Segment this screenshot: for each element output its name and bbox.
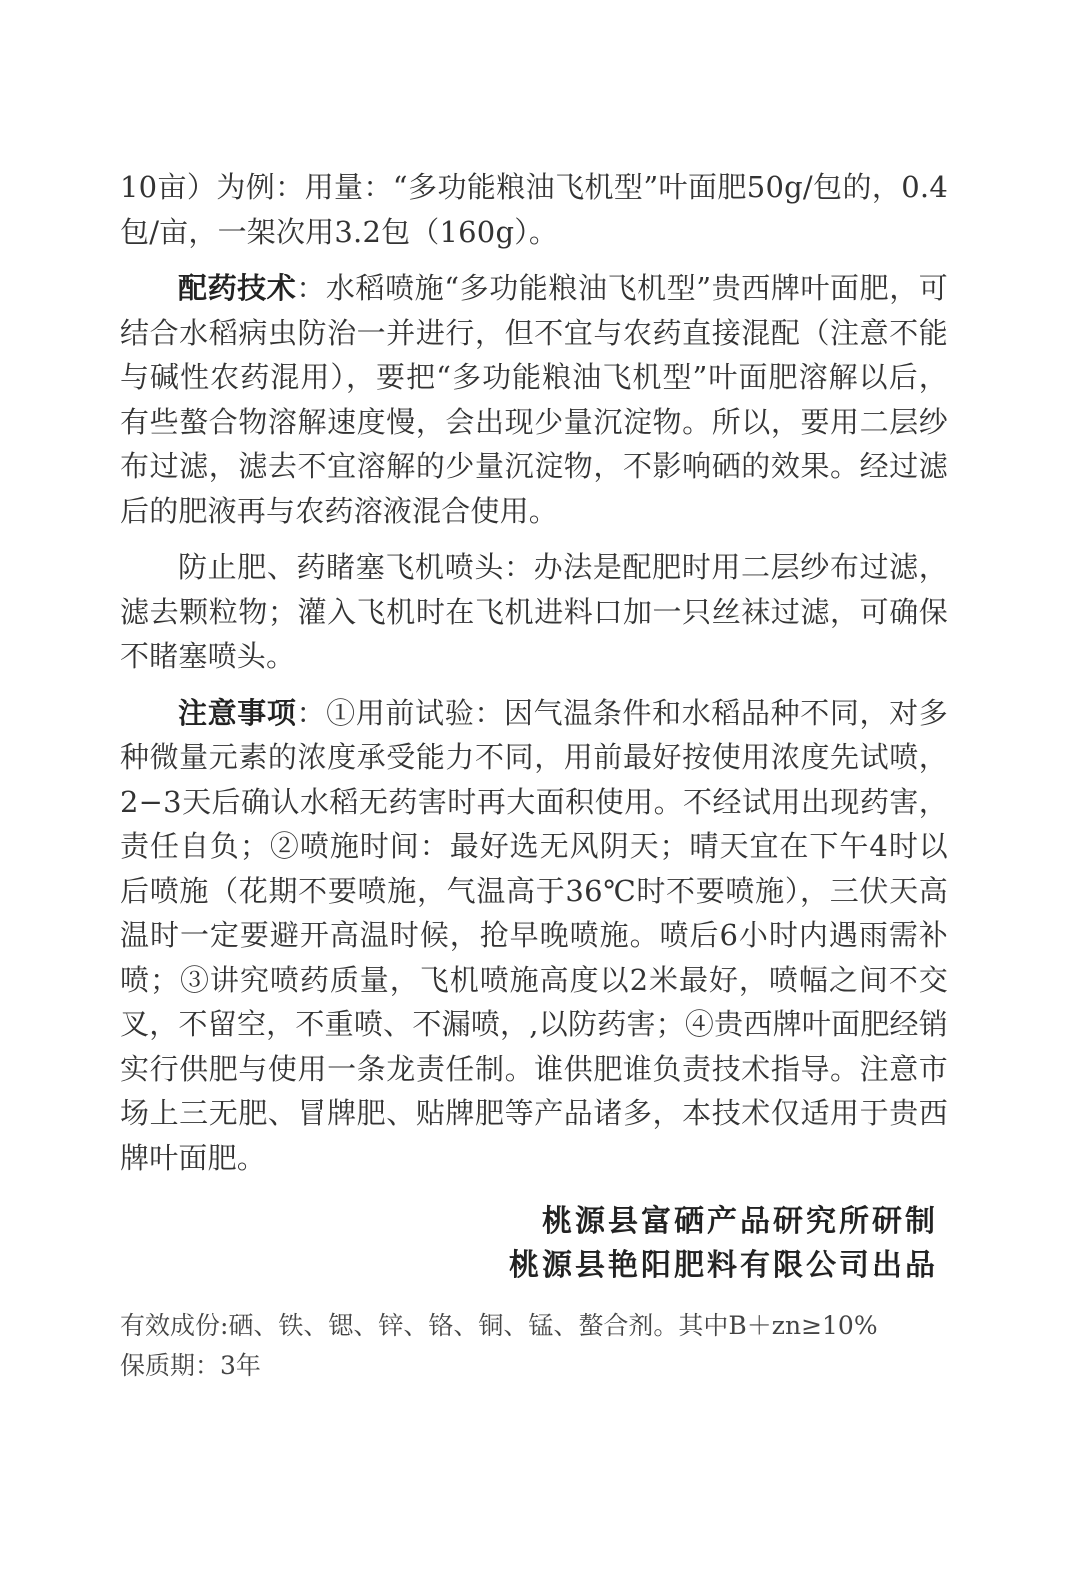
- intro-paragraph: 10亩）为例：用量：“多功能粮油飞机型”叶面肥50g/包的，0.4包/亩，一架次用3.2包（160g）。: [120, 170, 948, 249]
- signature-fertilizer-company: 桃源县艳阳肥料有限公司出品: [509, 1248, 938, 1283]
- mixing-text: ：水稻喷施“多功能粮油飞机型”贵西牌叶面肥，可结合水稻病虫防治一并进行，但不宜与农药直接混配（注意不能与碱性农药混用），要把“多功能粮油飞机型”叶面肥溶解以后，有些螯合物溶解速度慢，会出现少量沉淀物。所以，要用二层纱布过滤，滤去不宜溶解的少量沉淀物，不影响硒的效果。经过滤后的肥液再与农药溶液混合使用。: [120, 271, 948, 528]
- notes-label: 注意事项: [178, 695, 297, 730]
- clog-paragraph: 防止肥、药睹塞飞机喷头：办法是配肥时用二层纱布过滤，滤去颗粒物；灌入飞机时在飞机进料口加一只丝袜过滤，可确保不睹塞喷头。: [120, 550, 948, 673]
- notes-paragraph: [120, 691, 948, 1181]
- main-text: [120, 165, 948, 1180]
- ingredients-line: 有效成份:硒、铁、锶、锌、铬、铜、锰、螯合剂。其中B＋zn≥10%: [120, 1311, 878, 1340]
- shelf-life-line: 保质期：3年: [120, 1351, 261, 1380]
- mixing-paragraph: [120, 266, 948, 533]
- signature-research-institute: 桃源县富硒产品研究所研制: [542, 1204, 938, 1239]
- mixing-label: 配药技术: [178, 271, 297, 305]
- notes-text: ：①用前试验：因气温条件和水稻品种不同，对多种微量元素的浓度承受能力不同，用前最好按使用浓度先试喷，2−3天后确认水稻无药害时再大面积使用。不经试用出现药害，责任自负；②喷施时间：最好选无风阴天；晴天宜在下午4时以后喷施（花期不要喷施，气温高于36℃时不要喷施），三伏天高温时一定要避开高温时候，抢早晚喷施。喷后6小时内遇雨需补喷；③讲究喷药质量，飞机喷施高度以2米最好，喷幅之间不交叉，不留空，不重喷、不漏喷，,以防药害；④贵西牌叶面肥经销实行供肥与使用一条龙责任制。谁供肥谁负责技术指导。注意市场上三无肥、冒牌肥、贴牌肥等产品诸多，本技术仅适用于贵西牌叶面肥。: [120, 695, 948, 1175]
